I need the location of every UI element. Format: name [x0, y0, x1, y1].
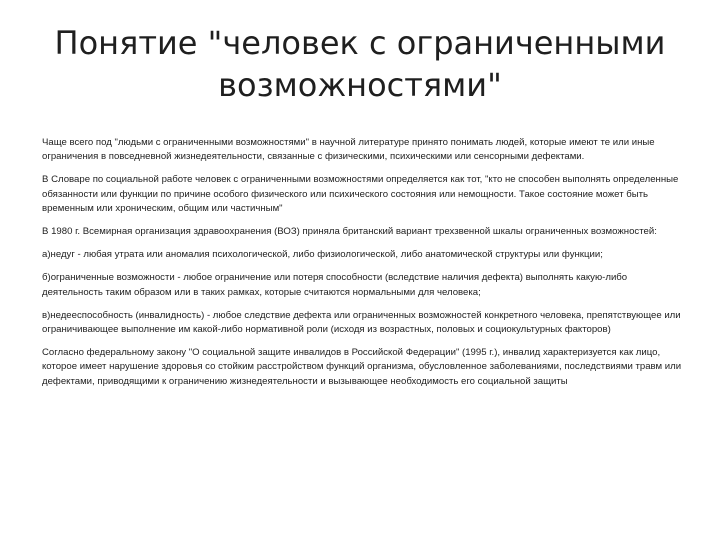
paragraph-federal-law: Согласно федеральному закону "О социальной защите инвалидов в Российской Федерации" (1995 г.), инвалид характеризуется как лицо, которое имеет нарушение здоровья со стойким расстройством функций организма, обусловленное заболеваниями, последствиями травм или дефектами, приводящими к ограничению жизнедеятельности и вызывающее необходимость его социальной защиты	[42, 347, 682, 387]
paragraph-scale-a: а)недуг - любая утрата или аномалия психологической, либо физиологической, либо анатомической структуры или функции;	[42, 249, 603, 261]
paragraph-definition: Чаще всего под "людьми с ограниченными возможностями" в научной литературе принято понимать людей, которые имеют те или иные ограничения в повседневной жизнедеятельности, связанные с физическими, психическими или сенсорными дефектами.	[42, 137, 655, 163]
paragraph-scale-c: в)недееспособность (инвалидность) - любое следствие дефекта или ограниченных возможностей конкретного человека, препятствующее или ограничивающее выполнение им какой-либо нормативной роли (исходя из возрастных, половых и социокультурных факторов)	[42, 309, 681, 336]
paragraph-scale-b: б)ограниченные возможности - любое ограничение или потеря способности (вследствие наличия дефекта) выполнять какую-либо деятельность таким образом или в таких рамках, которые считаются нормальными для человека;	[42, 272, 628, 298]
paragraph-who-scale: В 1980 г. Всемирная организация здравоохранения (ВОЗ) приняла британский вариант трехзвенной шкалы ограниченных возможностей:	[42, 226, 657, 238]
paragraph-dictionary: В Словаре по социальной работе человек с ограниченными возможностями определяется как тот, "кто не способен выполнять определенные обязанности или функции по причине особого физического или психического состояния или немощности. Такое состояние может быть временным или хроническим, общим или частичным"	[42, 174, 679, 214]
slide-body	[42, 136, 682, 398]
slide-title: Понятие "человек с ограниченными возможностями"	[54, 24, 666, 104]
